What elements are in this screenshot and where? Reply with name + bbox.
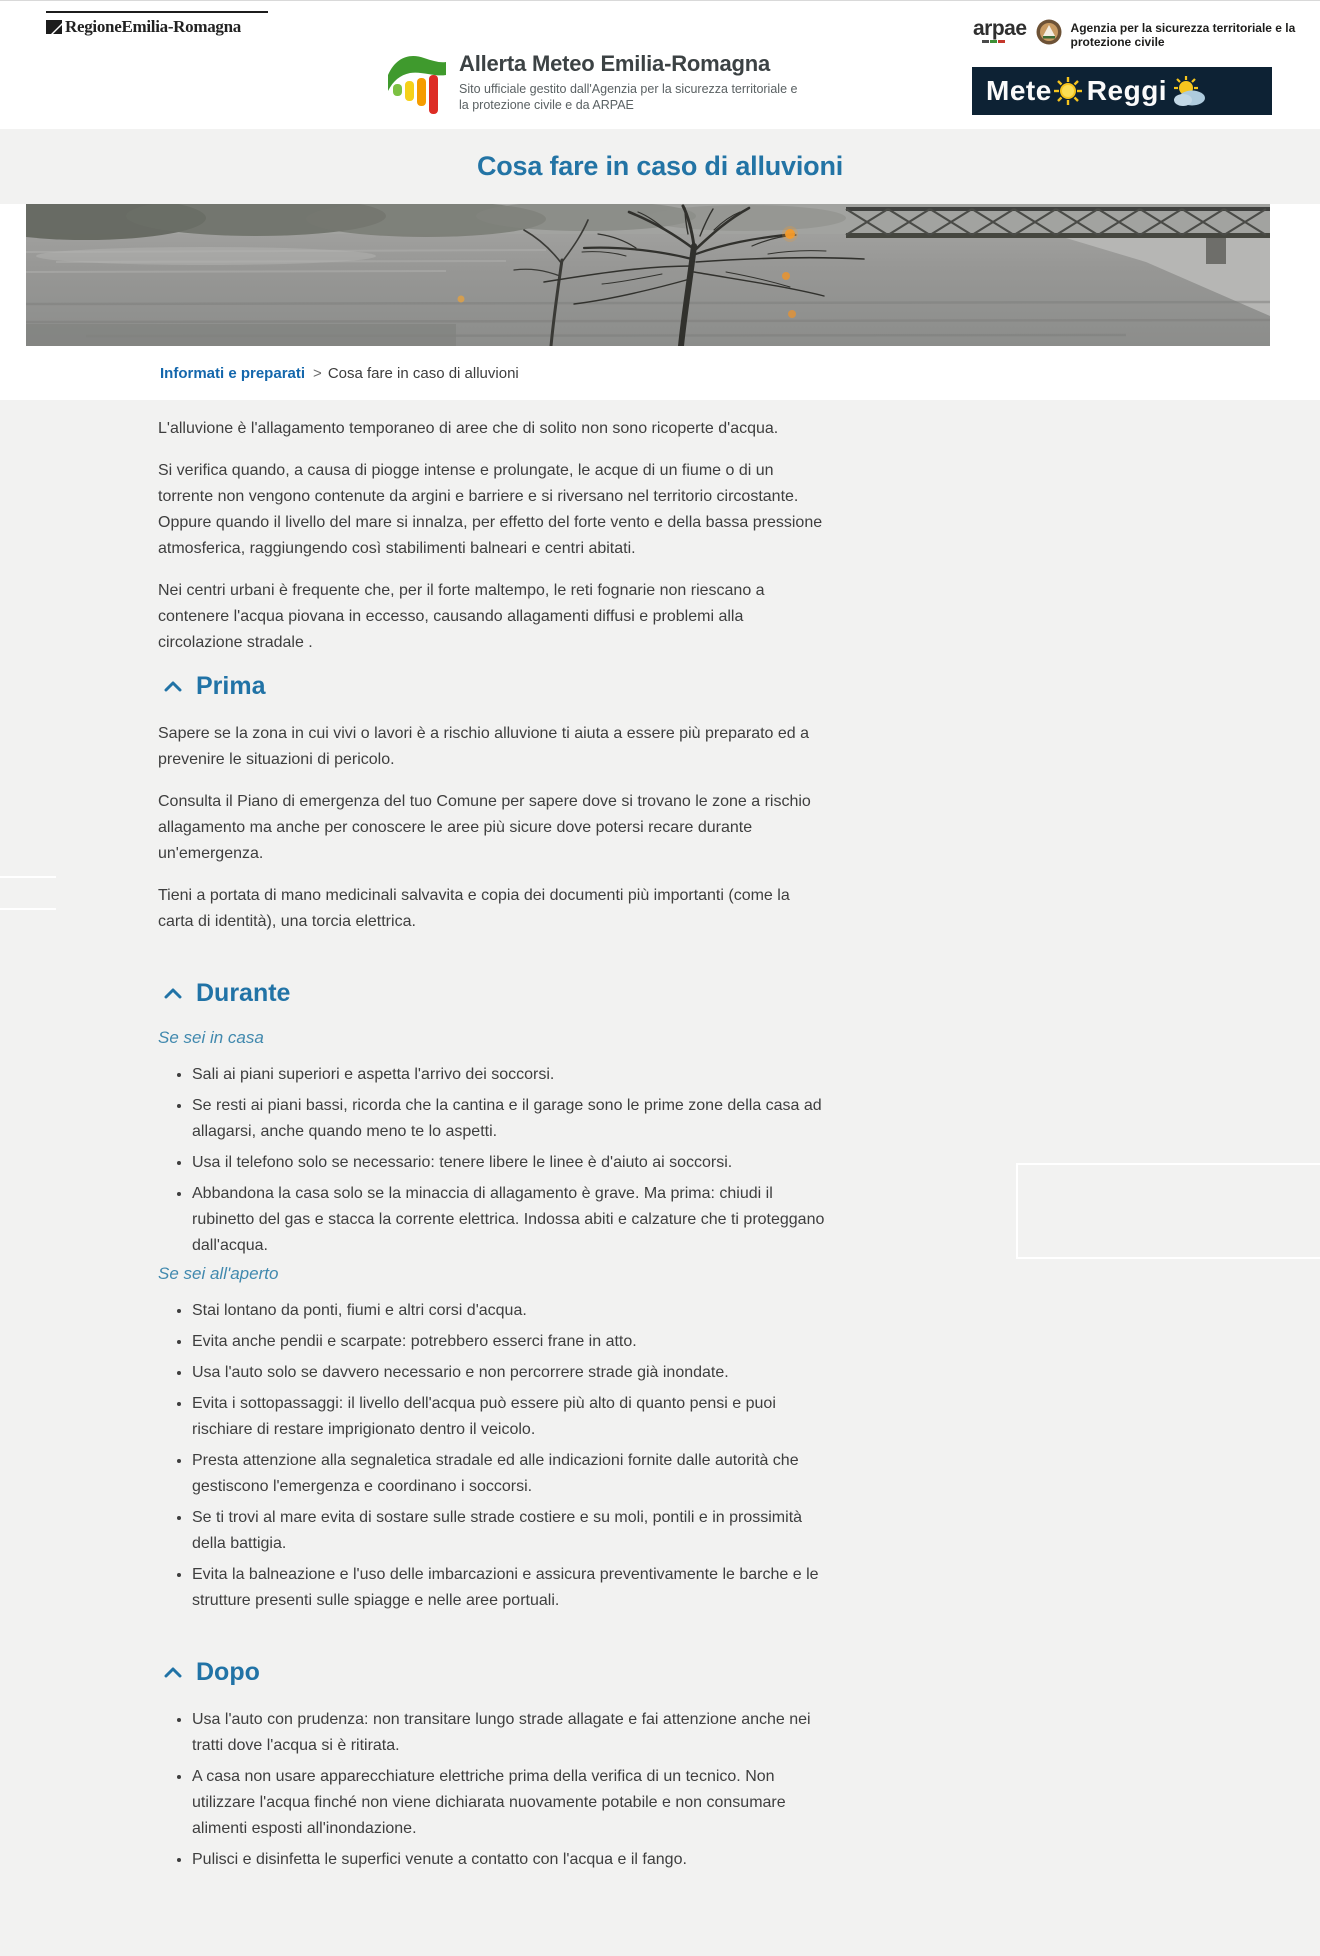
list-item: • A casa non usare apparecchiature elettriche prima della verifica di un tecnico. Non utilizzare l'acqua finché non viene dichiarata nuovamente potabile e non consumare alimenti esposti all'inondazione. bbox=[192, 1764, 837, 1842]
background-artifact-line bbox=[0, 908, 56, 910]
sun-icon bbox=[1053, 76, 1083, 106]
breadcrumb-link[interactable]: Informati e preparati bbox=[160, 364, 306, 382]
bullet-list bbox=[158, 1298, 837, 1614]
page-title-band bbox=[0, 129, 1320, 204]
background-artifact-box bbox=[1016, 1163, 1320, 1259]
list-item: • Presta attenzione alla segnaletica stradale ed alle indicazioni fornite dalle autorità che gestiscono l'emergenza e coordinano i soccorsi. bbox=[192, 1448, 837, 1500]
list-item: • Pulisci e disinfetta le superfici venute a contatto con l'acqua e il fango. bbox=[192, 1847, 837, 1873]
section-paragraph: Tieni a portata di mano medicinali salvavita e copia dei documenti più importanti (come la carta di identità), una torcia elettrica. bbox=[158, 887, 790, 930]
bullet-list bbox=[158, 1707, 837, 1873]
site-brand-text bbox=[459, 51, 797, 113]
background-artifact-line bbox=[0, 876, 56, 878]
arpae-agency-block[interactable] bbox=[973, 19, 1295, 49]
site-subtitle: Sito ufficiale gestito dall'Agenzia per la sicurezza territoriale e la protezione civile e da ARPAE bbox=[459, 82, 798, 112]
intro-paragraph: L'alluvione è l'allagamento temporaneo di aree che di solito non sono ricoperte d'acqua. bbox=[158, 420, 779, 437]
list-item: • Evita la balneazione e l'uso delle imbarcazioni e assicura preventivamente le barche e le strutture presenti sulle spiagge e nelle aree portuali. bbox=[192, 1562, 837, 1614]
allerta-logo-icon bbox=[388, 51, 446, 115]
list-item: • Usa l'auto con prudenza: non transitare lungo strade allagate e fai attenzione anche nei tratti dove l'acqua si è ritirata. bbox=[192, 1707, 837, 1759]
agency-emblem-icon bbox=[1036, 19, 1062, 45]
section-title: Dopo bbox=[196, 1658, 260, 1686]
arpae-logo: arpae bbox=[973, 19, 1027, 43]
subsection-title: Se sei all'aperto bbox=[158, 1264, 279, 1283]
section-paragraph: Consulta il Piano di emergenza del tuo Comune per sapere dove si trovano le zone a rischio allagamento ma anche per conoscere le aree più sicure dove potersi recare durante un'emergenza. bbox=[158, 793, 811, 862]
list-item: • Sali ai piani superiori e aspetta l'arrivo dei soccorsi. bbox=[192, 1062, 837, 1088]
section-toggle-durante[interactable] bbox=[164, 979, 1320, 1008]
site-title: Allerta Meteo Emilia-Romagna bbox=[459, 51, 771, 76]
site-brand[interactable] bbox=[388, 51, 797, 115]
hero-image bbox=[26, 204, 1270, 346]
list-item: • Usa l'auto solo se davvero necessario e non percorrere strade già inondate. bbox=[192, 1360, 837, 1386]
chevron-up-icon bbox=[164, 988, 182, 999]
list-item: • Se resti ai piani bassi, ricorda che la cantina e il garage sono le prime zone della casa ad allagarsi, anche quando meno te lo aspetti. bbox=[192, 1093, 837, 1145]
region-logo[interactable] bbox=[46, 11, 268, 37]
breadcrumb bbox=[0, 346, 1320, 400]
list-item: • Usa il telefono solo se necessario: tenere libere le linee è d'aiuto ai soccorsi. bbox=[192, 1150, 837, 1176]
list-item: • Evita anche pendii e scarpate: potrebbero esserci frane in atto. bbox=[192, 1329, 837, 1355]
breadcrumb-current: Cosa fare in caso di alluvioni bbox=[327, 364, 519, 382]
cloud-sun-icon bbox=[1170, 76, 1206, 106]
chevron-up-icon bbox=[164, 1667, 182, 1678]
region-logo-rule bbox=[46, 11, 268, 13]
list-item: • Se ti trovi al mare evita di sostare sulle strade costiere e su moli, pontili e in prossimità della battigia. bbox=[192, 1505, 837, 1557]
section-toggle-dopo[interactable] bbox=[164, 1658, 1320, 1687]
arpae-color-bars bbox=[982, 40, 1027, 43]
bullet-list bbox=[158, 1062, 837, 1259]
site-header bbox=[0, 0, 1320, 130]
meteo-banner[interactable]: Mete Reggi bbox=[972, 67, 1272, 115]
breadcrumb-separator: > bbox=[313, 364, 322, 382]
intro-paragraph: Si verifica quando, a causa di piogge intense e prolungate, le acque di un fiume o di un torrente non vengono contenute da argini e barriere e si riversano nel territorio circostante. Oppure quando il livello del mare si innalza, per effetto del forte vento e della bassa pressione atmosferica, raggiungendo così stabilimenti balneari e centri abitati. bbox=[158, 462, 823, 557]
section-toggle-prima[interactable] bbox=[164, 672, 1320, 701]
chevron-up-icon bbox=[164, 681, 182, 692]
region-logo-label: RegioneEmilia-Romagna bbox=[65, 17, 241, 36]
list-item: • Abbandona la casa solo se la minaccia di allagamento è grave. Ma prima: chiudi il rubinetto del gas e stacca la corrente elettrica. Indossa abiti e calzature che ti proteggano dall'acqua. bbox=[192, 1181, 837, 1259]
page-title: Cosa fare in caso di alluvioni bbox=[476, 151, 844, 181]
region-emblem-icon bbox=[46, 20, 62, 34]
agency-name: Agenzia per la sicurezza territoriale e la protezione civile bbox=[1070, 21, 1296, 49]
intro-paragraph: Nei centri urbani è frequente che, per il forte maltempo, le reti fognarie non riescano a contenere l'acqua piovana in eccesso, causando allagamenti diffusi e problemi alla circolazione stradale . bbox=[158, 582, 765, 651]
section-title: Durante bbox=[196, 979, 291, 1007]
list-item: • Stai lontano da ponti, fiumi e altri corsi d'acqua. bbox=[192, 1298, 837, 1324]
list-item: • Evita i sottopassaggi: il livello dell'acqua può essere più alto di quanto pensi e puoi rischiare di restare imprigionato dentro il veicolo. bbox=[192, 1391, 837, 1443]
subsection-title: Se sei in casa bbox=[158, 1028, 264, 1047]
section-paragraph: Sapere se la zona in cui vivi o lavori è a rischio alluvione ti aiuta a essere più preparato ed a prevenire le situazioni di pericolo. bbox=[158, 725, 810, 768]
section-title: Prima bbox=[196, 672, 266, 700]
